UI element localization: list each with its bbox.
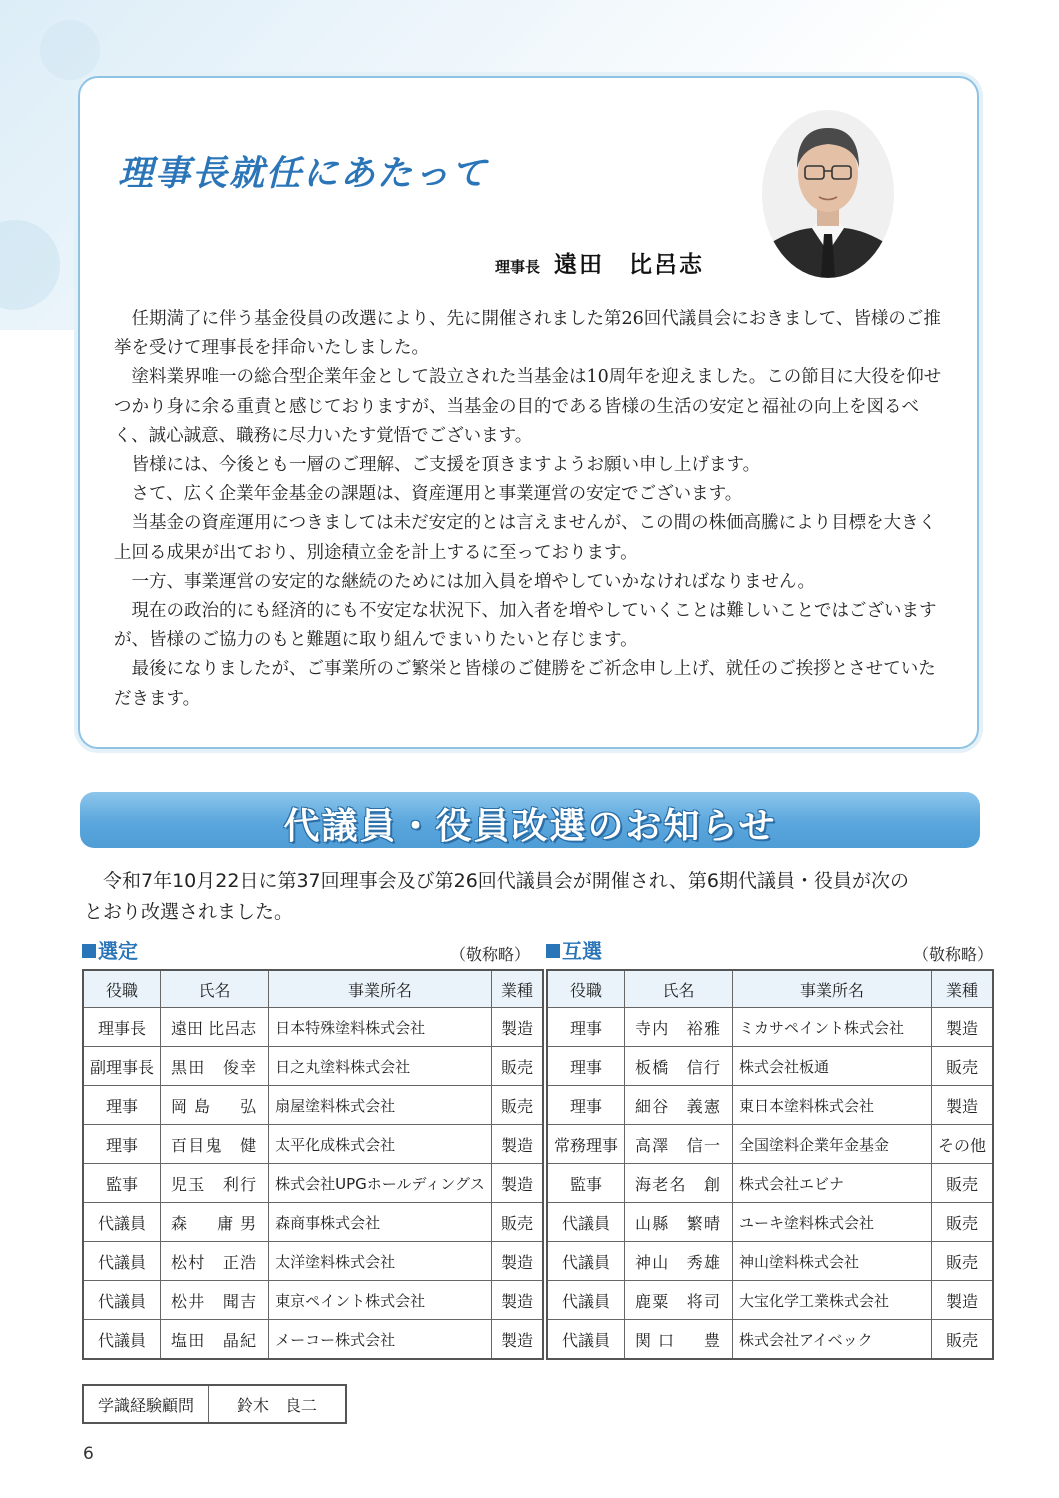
industry-cell: 製造	[932, 1281, 994, 1320]
role-cell: 代議員	[547, 1242, 625, 1281]
name-cell: 百目鬼 健	[161, 1125, 269, 1164]
message-paragraph: 最後になりましたが、ご事業所のご繁栄と皆様のご健勝をご祈念申し上げ、就任のご挨拶とさせていただきます。	[114, 659, 936, 709]
column-header: 役職	[83, 970, 161, 1008]
role-cell: 理事	[547, 1086, 625, 1125]
industry-cell: 製造	[491, 1008, 543, 1047]
role-cell: 代議員	[547, 1203, 625, 1242]
column-header: 氏名	[625, 970, 733, 1008]
industry-cell: 販売	[932, 1242, 994, 1281]
role-cell: 代議員	[83, 1281, 161, 1320]
name-cell: 黒田 俊幸	[161, 1047, 269, 1086]
industry-cell: 製造	[932, 1086, 994, 1125]
table-row	[547, 1047, 993, 1086]
role-cell: 監事	[83, 1164, 161, 1203]
column-header: 業種	[932, 970, 994, 1008]
role-cell: 常務理事	[547, 1125, 625, 1164]
role-cell: 理事	[547, 1047, 625, 1086]
name-cell: 海老名 創	[625, 1164, 733, 1203]
office-cell: メーコー株式会社	[269, 1320, 492, 1360]
chairman-portrait	[757, 102, 899, 282]
table-row	[83, 1385, 346, 1423]
table-row	[547, 1320, 993, 1360]
mutual-section-label: 互選	[546, 935, 602, 964]
industry-cell: 販売	[491, 1047, 543, 1086]
table-row	[547, 1242, 993, 1281]
role-cell: 代議員	[83, 1203, 161, 1242]
industry-cell: 製造	[491, 1164, 543, 1203]
advisor-table	[82, 1384, 347, 1424]
office-cell: 太平化成株式会社	[269, 1125, 492, 1164]
intro-line: 令和7年10月22日に第37回理事会及び第26回代議員会が開催され、第6期代議員・役員が次の	[103, 870, 910, 892]
table-row	[547, 1281, 993, 1320]
name-cell: 細谷 義憲	[625, 1086, 733, 1125]
column-header: 業種	[491, 970, 543, 1008]
industry-cell: 製造	[491, 1281, 543, 1320]
square-bullet-icon	[546, 944, 560, 958]
office-cell: 株式会社UPGホールディングス	[269, 1164, 492, 1203]
office-cell: 日之丸塗料株式会社	[269, 1047, 492, 1086]
office-cell: ユーキ塗料株式会社	[733, 1203, 932, 1242]
industry-cell: 販売	[932, 1320, 994, 1360]
table-row	[83, 1203, 543, 1242]
table-row	[547, 1164, 993, 1203]
notice-intro	[84, 866, 984, 928]
intro-line: とおり改選されました。	[84, 901, 294, 923]
advisor-role: 学識経験顧問	[83, 1385, 209, 1423]
elected-section-label: 選定	[82, 935, 138, 964]
office-cell: 神山塗料株式会社	[733, 1242, 932, 1281]
elected-honorific-note: （敬称略）	[450, 945, 531, 964]
message-title: 理事長就任にあたって	[118, 153, 489, 194]
role-cell: 代議員	[547, 1281, 625, 1320]
name-cell: 高澤 信一	[625, 1125, 733, 1164]
table-row	[83, 1281, 543, 1320]
table-header-row	[83, 970, 543, 1008]
table-row	[547, 1008, 993, 1047]
industry-cell: 販売	[932, 1203, 994, 1242]
office-cell: 東日本塗料株式会社	[733, 1086, 932, 1125]
role-cell: 理事	[83, 1125, 161, 1164]
office-cell: 株式会社板通	[733, 1047, 932, 1086]
signature-name: 遠田 比呂志	[554, 251, 705, 278]
name-cell: 遠田 比呂志	[161, 1008, 269, 1047]
square-bullet-icon	[82, 944, 96, 958]
name-cell: 森 庸男	[161, 1203, 269, 1242]
notice-title: 代議員・役員改選のお知らせ	[283, 806, 777, 847]
office-cell: 東京ペイント株式会社	[269, 1281, 492, 1320]
role-cell: 理事長	[83, 1008, 161, 1047]
industry-cell: 販売	[491, 1086, 543, 1125]
table-row	[83, 1320, 543, 1360]
table-row	[83, 1164, 543, 1203]
role-cell: 代議員	[83, 1320, 161, 1360]
role-cell: 副理事長	[83, 1047, 161, 1086]
table-row	[83, 1047, 543, 1086]
office-cell: 太洋塗料株式会社	[269, 1242, 492, 1281]
table-row	[83, 1086, 543, 1125]
table-header-row	[547, 970, 993, 1008]
name-cell: 塩田 晶紀	[161, 1320, 269, 1360]
page-number: 6	[83, 1444, 94, 1464]
table-row	[547, 1203, 993, 1242]
background-bubble	[40, 20, 100, 80]
name-cell: 関口 豊	[625, 1320, 733, 1360]
role-cell: 理事	[547, 1008, 625, 1047]
name-cell: 鹿粟 将司	[625, 1281, 733, 1320]
mutual-honorific-note: （敬称略）	[913, 945, 994, 964]
name-cell: 寺内 裕雅	[625, 1008, 733, 1047]
name-cell: 板橋 信行	[625, 1047, 733, 1086]
industry-cell: 製造	[491, 1125, 543, 1164]
notice-banner	[80, 792, 980, 848]
elected-officers-table	[82, 969, 544, 1360]
name-cell: 神山 秀雄	[625, 1242, 733, 1281]
office-cell: 株式会社エビナ	[733, 1164, 932, 1203]
industry-cell: 販売	[932, 1047, 994, 1086]
office-cell: 全国塗料企業年金基金	[733, 1125, 932, 1164]
role-cell: 監事	[547, 1164, 625, 1203]
message-paragraph: 皆様には、今後とも一層のご理解、ご支援を頂きますようお願い申し上げます。	[131, 455, 761, 476]
industry-cell: その他	[932, 1125, 994, 1164]
name-cell: 松村 正浩	[161, 1242, 269, 1281]
office-cell: ミカサペイント株式会社	[733, 1008, 932, 1047]
column-header: 氏名	[161, 970, 269, 1008]
name-cell: 松井 聞吉	[161, 1281, 269, 1320]
role-cell: 理事	[83, 1086, 161, 1125]
name-cell: 岡島 弘	[161, 1086, 269, 1125]
industry-cell: 製造	[491, 1242, 543, 1281]
office-cell: 大宝化学工業株式会社	[733, 1281, 932, 1320]
message-paragraph: 当基金の資産運用につきましては未だ安定的とは言えませんが、この間の株価高騰により目標を大きく上回る成果が出ており、別途積立金を計上するに至っております。	[114, 513, 937, 563]
table-row	[83, 1242, 543, 1281]
column-header: 事業所名	[733, 970, 932, 1008]
table-row	[547, 1125, 993, 1164]
industry-cell: 製造	[932, 1008, 994, 1047]
column-header: 役職	[547, 970, 625, 1008]
name-cell: 山縣 繁晴	[625, 1203, 733, 1242]
table-row	[547, 1086, 993, 1125]
industry-cell: 製造	[491, 1320, 543, 1360]
role-cell: 代議員	[547, 1320, 625, 1360]
office-cell: 扇屋塗料株式会社	[269, 1086, 492, 1125]
mutual-officers-table	[546, 969, 994, 1360]
name-cell: 児玉 利行	[161, 1164, 269, 1203]
industry-cell: 販売	[491, 1203, 543, 1242]
role-cell: 代議員	[83, 1242, 161, 1281]
advisor-name: 鈴木 良二	[209, 1385, 347, 1423]
message-paragraph: 任期満了に伴う基金役員の改選により、先に開催されました第26回代議員会におきまして、皆様のご推挙を受けて理事長を拝命いたしました。	[114, 309, 941, 359]
office-cell: 株式会社アイベック	[733, 1320, 932, 1360]
table-row	[83, 1125, 543, 1164]
message-body	[114, 305, 949, 714]
message-paragraph: 一方、事業運営の安定的な継続のためには加入員を増やしていかなければなりません。	[131, 571, 816, 592]
industry-cell: 販売	[932, 1164, 994, 1203]
table-row	[83, 1008, 543, 1047]
message-paragraph: 塗料業界唯一の総合型企業年金として設立された当基金は10周年を迎えました。この節目に大役を仰せつかり身に余る重責と感じておりますが、当基金の目的である皆様の生活の安定と福祉の向上を図るべく、誠心誠意、職務に尽力いたす覚悟でございます。	[114, 367, 942, 446]
message-paragraph: さて、広く企業年金基金の課題は、資産運用と事業運営の安定でございます。	[131, 484, 743, 505]
office-cell: 日本特殊塗料株式会社	[269, 1008, 492, 1047]
column-header: 事業所名	[269, 970, 492, 1008]
message-paragraph: 現在の政治的にも経済的にも不安定な状況下、加入者を増やしていくことは難しいことではございますが、皆様のご協力のもと難題に取り組んでまいりたいと存じます。	[114, 601, 937, 651]
signature-role: 理事長	[495, 258, 541, 276]
office-cell: 森商事株式会社	[269, 1203, 492, 1242]
signature	[495, 246, 704, 279]
